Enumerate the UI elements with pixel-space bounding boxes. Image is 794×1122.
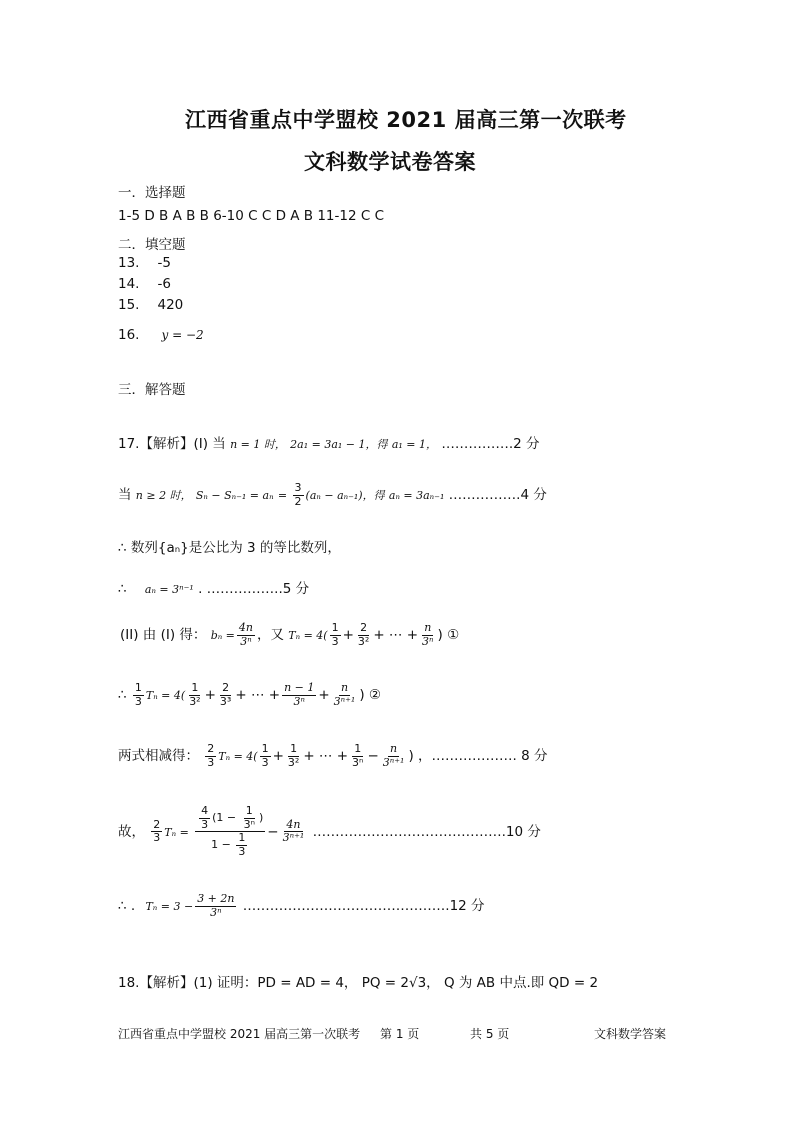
footer-page: 第 1 页 bbox=[380, 1027, 420, 1041]
footer-total: 共 5 页 bbox=[470, 1027, 510, 1041]
title-line-2: 文科数学试卷答案 bbox=[304, 150, 476, 174]
q17-line-2: 当 n ≥ 2 时， Sₙ − Sₙ₋₁ = aₙ = $\frac{3}{2}$ (aₙ − aₙ₋₁)，得 aₙ = 3aₙ₋₁ …………….4 分 bbox=[118, 481, 547, 508]
section-answer-heading: 三．解答题 bbox=[118, 382, 186, 398]
fill-item: 14. -6 bbox=[118, 276, 171, 292]
q17-line-7: 两式相减得： $\frac{2}{3}$ Tₙ = 4( $\frac{1}{3}$ + $\frac{1}{\text{3²}}$ + ⋯ + $\frac{1}{\text{3ⁿ}}$ − $\frac{n}{\text{3ⁿ⁺¹}}$ ) ，………………. 8 分 bbox=[118, 742, 548, 769]
q17-line-5: (II) 由 (I) 得： bₙ = $\frac{4n}{\text{3ⁿ}}$ ，又 Tₙ = 4( $\frac{1}{3}$ + $\frac{2}{\text{3²}}$ + ⋯ + $\frac{n}{\text{3ⁿ}}$ ) ① bbox=[120, 621, 460, 648]
footer-left: 江西省重点中学盟校 2021 届高三第一次联考 bbox=[118, 1027, 361, 1041]
footer-right: 文科数学答案 bbox=[594, 1027, 667, 1041]
q17-line-6: ∴ $\frac{1}{3}$ Tₙ = 4( $\frac{1}{\text{3²}}$ + $\frac{2}{\text{3³}}$ + ⋯ + $\frac{n - 1}{\text{3ⁿ}}$ + $\frac{n}{\text{3ⁿ⁺¹}}$ ) ② bbox=[118, 681, 382, 708]
fill-item: 15. 420 bbox=[118, 297, 184, 313]
title-line-1: 江西省重点中学盟校 2021 届高三第一次联考 bbox=[185, 108, 627, 132]
q17-line-8: 故， $\frac{2}{3}$ Tₙ = $\frac{4}{3}$ (1 − $\frac{1}{\text{3ⁿ}}$ ) 1 − $\frac{1}{3}$ − $\frac{4n}{\text{3ⁿ⁺¹}}$ …………………………………….10 分 bbox=[118, 804, 541, 858]
q17-line-9: ∴ . Tₙ = 3 − $\frac{3 + 2n}{\text{3ⁿ}}$ ……………………………………….12 分 bbox=[118, 892, 485, 919]
fill-item: 13. -5 bbox=[118, 255, 171, 271]
q17-line-3: ∴ 数列{aₙ}是公比为 3 的等比数列， bbox=[118, 540, 341, 556]
q17-line-4: ∴ aₙ = 3ⁿ⁻¹ . ……………..5 分 bbox=[118, 581, 310, 597]
choice-answers: 1-5 D B A B B 6-10 C C D A B 11-12 C C bbox=[118, 208, 385, 224]
q17-line-1: 17.【解析】(I) 当 n = 1 时， 2a₁ = 3a₁ − 1，得 a₁ = 1， …………….2 分 bbox=[118, 436, 540, 452]
section-fill-heading: 二．填空题 bbox=[118, 237, 186, 253]
section-choice-heading: 一．选择题 bbox=[118, 185, 186, 201]
q18-line-1: 18.【解析】(1) 证明：PD = AD = 4， PQ = 2√3， Q 为 AB 中点.即 QD = 2 bbox=[118, 975, 599, 991]
fill-item: 16. y = −2 bbox=[118, 327, 204, 343]
